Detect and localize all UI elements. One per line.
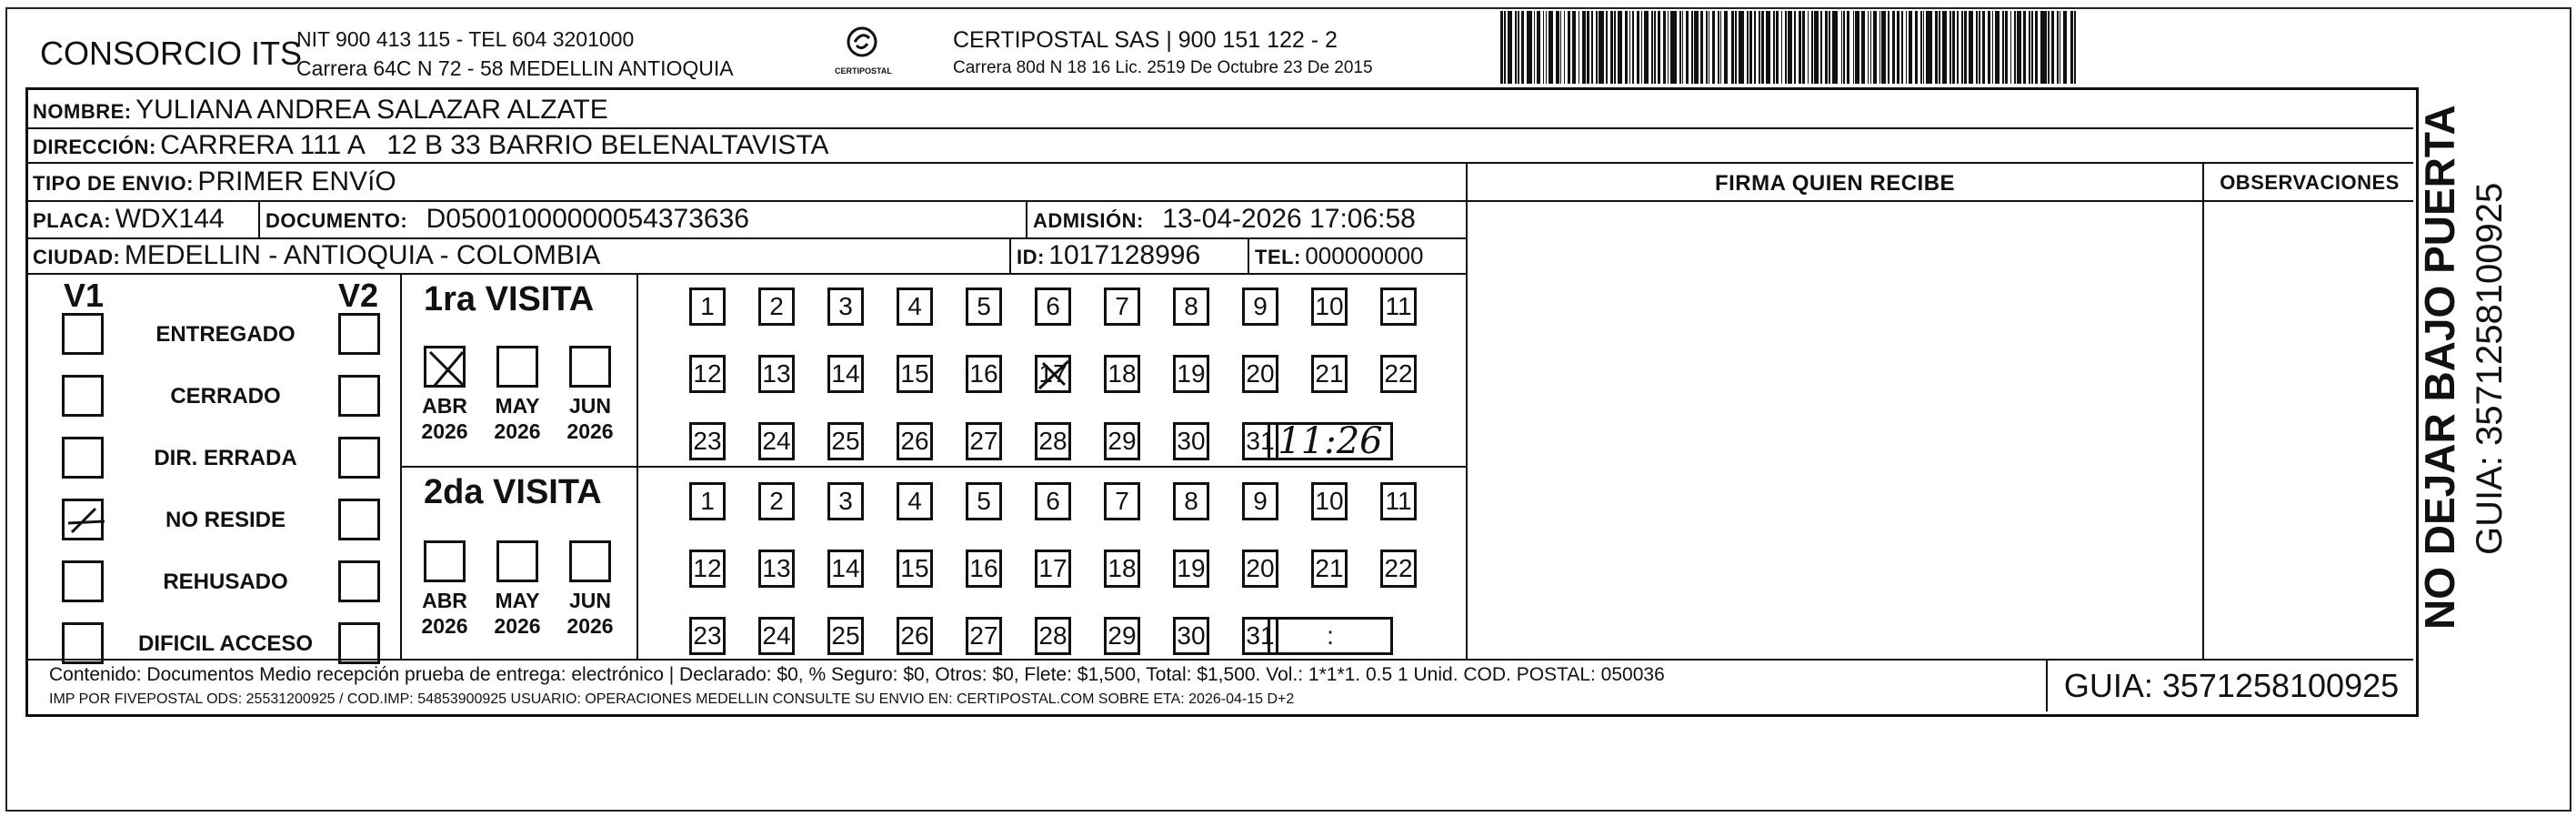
- plate-value: WDX144: [115, 204, 225, 234]
- company-name: CONSORCIO ITS: [40, 35, 303, 72]
- document-label: DOCUMENTO:: [266, 209, 408, 232]
- second-visit-day-box[interactable]: 15: [897, 550, 933, 588]
- first-visit-day-box[interactable]: 18: [1104, 355, 1140, 393]
- city-label: CIUDAD:: [33, 246, 121, 268]
- first-visit-day-box[interactable]: 1: [689, 287, 726, 326]
- second-visit-month-label: JUN 2026: [566, 589, 614, 638]
- first-visit-day-box[interactable]: 8: [1173, 287, 1209, 326]
- barcode: [1500, 11, 2184, 84]
- imp-line: IMP POR FIVEPOSTAL ODS: 25531200925 / COD.IMP: 54853900925 USUARIO: OPERACIONES MEDELLIN CONSULTE SU ENVIO EN: CERTIPOSTAL.COM SOBRE ETA: 2026-04-15 D+2: [49, 691, 1295, 707]
- first-visit-day-box[interactable]: 30: [1173, 422, 1209, 460]
- address-label: DIRECCIÓN:: [33, 136, 156, 158]
- second-visit-day-box[interactable]: 16: [966, 550, 1002, 588]
- tel-value: 000000000: [1305, 242, 1424, 269]
- second-visit-day-box[interactable]: 26: [897, 617, 933, 655]
- shipment-type: PRIMER ENVíO: [197, 166, 396, 197]
- first-visit-day-box[interactable]: 14: [827, 355, 864, 393]
- carrier-name: CERTIPOSTAL SAS | 900 151 122 - 2: [953, 27, 1338, 53]
- observations-area[interactable]: [2206, 202, 2411, 657]
- first-visit-label: 1ra VISITA: [424, 280, 595, 318]
- second-visit-day-box[interactable]: 13: [758, 550, 795, 588]
- carrier-address: Carrera 80d N 18 16 Lic. 2519 De Octubre 23 De 2015: [953, 58, 1373, 77]
- first-visit-day-box[interactable]: 22: [1380, 355, 1417, 393]
- second-visit-day-box[interactable]: 21: [1311, 550, 1348, 588]
- second-visit-day-box[interactable]: 7: [1104, 482, 1140, 520]
- first-visit-day-box[interactable]: 10: [1311, 287, 1348, 326]
- second-visit-day-box[interactable]: 18: [1104, 550, 1140, 588]
- v1-checkbox[interactable]: [62, 313, 104, 355]
- first-visit-day-box[interactable]: 23: [689, 422, 726, 460]
- status-label: DIFICIL ACCESO: [137, 631, 313, 656]
- first-visit-day-box[interactable]: 4: [897, 287, 933, 326]
- id-label: ID:: [1017, 246, 1045, 268]
- v2-checkbox[interactable]: [338, 437, 380, 479]
- second-visit-day-box[interactable]: 20: [1242, 550, 1278, 588]
- company-address: Carrera 64C N 72 - 58 MEDELLIN ANTIOQUIA: [296, 56, 734, 80]
- guia-box-text: GUIA: 3571258100925: [2063, 667, 2400, 704]
- second-visit-day-box[interactable]: 12: [689, 550, 726, 588]
- second-visit-day-box[interactable]: 24: [758, 617, 795, 655]
- v1-checkbox[interactable]: [62, 375, 104, 417]
- first-visit-month-label: MAY 2026: [494, 394, 541, 443]
- second-visit-day-box[interactable]: 4: [897, 482, 933, 520]
- v1-checkbox[interactable]: [62, 622, 104, 664]
- v2-checkbox[interactable]: [338, 499, 380, 540]
- second-visit-month-checkbox[interactable]: [424, 540, 466, 582]
- admission-value: 13-04-2026 17:06:58: [1162, 204, 1416, 234]
- first-visit-day-box[interactable]: 2: [758, 287, 795, 326]
- logo-text: CERTIPOSTAL: [835, 66, 892, 76]
- tel-label: TEL:: [1255, 246, 1301, 268]
- status-label: ENTREGADO: [155, 322, 296, 347]
- first-visit-month-checkbox[interactable]: [569, 346, 611, 388]
- v2-checkbox[interactable]: [338, 622, 380, 664]
- type-label: TIPO DE ENVIO:: [33, 172, 194, 195]
- second-visit-day-box[interactable]: 10: [1311, 482, 1348, 520]
- second-visit-day-box[interactable]: 9: [1242, 482, 1278, 520]
- second-visit-day-box[interactable]: 22: [1380, 550, 1417, 588]
- first-visit-day-box[interactable]: 6: [1035, 287, 1071, 326]
- second-visit-day-box[interactable]: 5: [966, 482, 1002, 520]
- admission-label: ADMISIÓN:: [1033, 209, 1144, 232]
- plate-label: PLACA:: [33, 209, 112, 232]
- document-value: D05001000000054373636: [426, 204, 749, 234]
- v1-checkbox[interactable]: [62, 499, 104, 540]
- first-visit-month-checkbox[interactable]: [424, 346, 466, 388]
- second-visit-day-box[interactable]: 6: [1035, 482, 1071, 520]
- second-visit-day-box[interactable]: 28: [1035, 617, 1071, 655]
- id-value: 1017128996: [1048, 240, 1201, 270]
- second-visit-day-box[interactable]: 11: [1380, 482, 1417, 520]
- side-guia-number: GUIA: 3571258100925: [2470, 182, 2510, 555]
- v2-checkbox[interactable]: [338, 313, 380, 355]
- second-visit-day-box[interactable]: 8: [1173, 482, 1209, 520]
- first-visit-day-box[interactable]: 3: [827, 287, 864, 326]
- second-visit-day-box[interactable]: 29: [1104, 617, 1140, 655]
- first-visit-day-box[interactable]: 19: [1173, 355, 1209, 393]
- second-visit-month-checkbox[interactable]: [569, 540, 611, 582]
- second-visit-month-checkbox[interactable]: [496, 540, 538, 582]
- v1-label: V1: [64, 277, 105, 314]
- first-visit-day-box[interactable]: 24: [758, 422, 795, 460]
- second-visit-day-box[interactable]: 1: [689, 482, 726, 520]
- second-visit-month-label: ABR 2026: [421, 589, 468, 638]
- first-visit-day-box[interactable]: 5: [966, 287, 1002, 326]
- company-nit: NIT 900 413 115 - TEL 604 3201000: [296, 27, 635, 51]
- signature-area[interactable]: [1468, 202, 2200, 657]
- second-visit-time-box[interactable]: :: [1268, 617, 1393, 655]
- receiver-signature-label: FIRMA QUIEN RECIBE: [1714, 171, 1956, 196]
- first-visit-day-box[interactable]: 13: [758, 355, 795, 393]
- second-visit-month-label: MAY 2026: [494, 589, 541, 638]
- city-value: MEDELLIN - ANTIOQUIA - COLOMBIA: [124, 240, 601, 270]
- second-visit-day-box[interactable]: 30: [1173, 617, 1209, 655]
- first-visit-day-box[interactable]: 12: [689, 355, 726, 393]
- first-visit-day-box[interactable]: 9: [1242, 287, 1278, 326]
- second-visit-day-box[interactable]: 17: [1035, 550, 1071, 588]
- first-visit-day-box[interactable]: 25: [827, 422, 864, 460]
- second-visit-day-box[interactable]: 23: [689, 617, 726, 655]
- second-visit-day-box[interactable]: 3: [827, 482, 864, 520]
- status-label: REHUSADO: [163, 570, 288, 594]
- first-visit-month-label: JUN 2026: [566, 394, 614, 443]
- observations-label: OBSERVACIONES: [2220, 171, 2400, 194]
- first-visit-day-box[interactable]: 11: [1380, 287, 1417, 326]
- second-visit-label: 2da VISITA: [424, 473, 602, 511]
- first-visit-day-box[interactable]: 26: [897, 422, 933, 460]
- no-slip-under-door-warning: NO DEJAR BAJO PUERTA: [2416, 105, 2463, 630]
- v1-checkbox[interactable]: [62, 560, 104, 602]
- first-visit-day-box[interactable]: 15: [897, 355, 933, 393]
- status-label: NO RESIDE: [165, 508, 286, 532]
- second-visit-day-box[interactable]: 2: [758, 482, 795, 520]
- first-visit-day-box[interactable]: 17: [1035, 355, 1071, 393]
- second-visit-day-box[interactable]: 14: [827, 550, 864, 588]
- guia-box: [2046, 661, 2415, 711]
- recipient-address: CARRERA 111 A 12 B 33 BARRIO BELENALTAVISTA: [160, 130, 829, 160]
- recipient-name: YULIANA ANDREA SALAZAR ALZATE: [135, 95, 608, 125]
- certipostal-logo-icon: [835, 25, 892, 82]
- first-visit-day-box[interactable]: 31: [1242, 422, 1278, 460]
- first-visit-day-box[interactable]: 28: [1035, 422, 1071, 460]
- second-visit-day-box[interactable]: 19: [1173, 550, 1209, 588]
- first-visit-day-box[interactable]: 29: [1104, 422, 1140, 460]
- first-visit-time-box[interactable]: 11:26: [1268, 422, 1393, 460]
- first-visit-month-checkbox[interactable]: [496, 346, 538, 388]
- v1-checkbox[interactable]: [62, 437, 104, 479]
- first-visit-day-box[interactable]: 7: [1104, 287, 1140, 326]
- first-visit-day-box[interactable]: 20: [1242, 355, 1278, 393]
- v2-label: V2: [338, 277, 379, 314]
- second-visit-day-box[interactable]: 25: [827, 617, 864, 655]
- second-visit-day-box[interactable]: 27: [966, 617, 1002, 655]
- first-visit-day-box[interactable]: 21: [1311, 355, 1348, 393]
- status-label: DIR. ERRADA: [154, 446, 297, 470]
- first-visit-month-label: ABR 2026: [421, 394, 468, 443]
- status-label: CERRADO: [170, 384, 281, 408]
- second-visit-day-box[interactable]: 31: [1242, 617, 1278, 655]
- name-label: NOMBRE:: [33, 100, 132, 123]
- v2-checkbox[interactable]: [338, 560, 380, 602]
- first-visit-day-box[interactable]: 16: [966, 355, 1002, 393]
- content-line: Contenido: Documentos Medio recepción prueba de entrega: electrónico | Declarado: $0, % Seguro: $0, Otros: $0, Flete: $1,500, Total: $1,500. Vol.: 1*1*1. 0.5 1 Unid. COD. POSTAL: 050036: [49, 664, 1665, 685]
- first-visit-day-box[interactable]: 27: [966, 422, 1002, 460]
- v2-checkbox[interactable]: [338, 375, 380, 417]
